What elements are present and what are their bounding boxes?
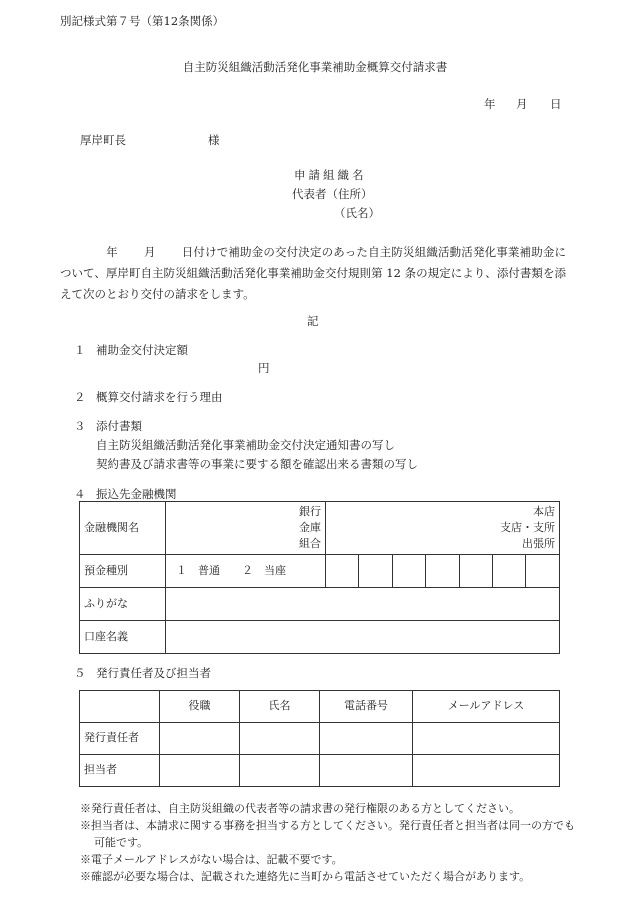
issuer-email-field[interactable] [413,723,560,755]
bank-table [79,501,560,654]
applicant-rep-name: （氏名） [334,206,380,220]
bank-type-1: 銀行 [299,505,321,518]
item-3-doc-1: 自主防災組織活動活発化事業補助金交付決定通知書の写し [96,438,395,452]
item-3-label: 添付書類 [96,419,142,433]
branch-type-1: 本店 [533,505,555,518]
contact-header-name: 氏名 [240,691,320,723]
branch-type-3: 出張所 [522,537,555,550]
account-digit-6[interactable] [493,555,526,588]
account-digit-3[interactable] [392,555,425,588]
item-4-num: ４ [74,487,86,501]
bank-inst-label: 金融機関名 [80,502,166,555]
note-2: ※担当者は、本請求に関する事務を担当する方としてください。発行責任者と担当者は同一の方でも可能です。 [80,819,575,849]
item-1-num: １ [74,343,86,357]
item-2-label: 概算交付請求を行う理由 [96,390,223,404]
body-year: 年 [106,245,118,259]
contact-table [79,690,560,787]
ki-mark: 記 [307,314,319,328]
contact-header-blank [80,691,160,723]
body-text: 日付けで補助金の交付決定のあった自主防災組織活動活発化事業補助金について、厚岸町自主防災組織活動活発化事業補助金交付規則第 12 条の規定により、添付書類を添えて次のとおり交付の請求をします。 [60,245,567,301]
addressee-honorific: 様 [208,133,220,147]
bank-type-2: 金庫 [299,521,321,534]
branch-name-cell[interactable] [326,502,560,555]
applicant-org: 申請組織名 [294,168,367,182]
staff-phone-field[interactable] [320,755,413,787]
contact-header-email: メールアドレス [413,691,560,723]
note-1: ※発行責任者は、自主防災組織の代表者等の請求書の発行権限のある方としてください。 [80,802,520,815]
issuer-phone-field[interactable] [320,723,413,755]
issuer-position-field[interactable] [160,723,240,755]
deposit-type-options[interactable]: １ 普通 ２ 当座 [166,555,326,588]
addressee-name: 厚岸町長 [80,133,126,147]
note-3: ※電子メールアドレスがない場合は、記載不要です。 [80,853,343,866]
note-4: ※確認が必要な場合は、記載された連絡先に当町から電話させていただく場合があります。 [80,870,531,883]
bank-name-cell[interactable] [166,502,326,555]
account-holder-label: 口座名義 [80,621,166,654]
item-2-num: ２ [74,390,86,404]
account-digit-5[interactable] [459,555,492,588]
applicant-rep-address: 代表者（住所） [292,187,373,201]
account-digit-7[interactable] [526,555,560,588]
account-digit-1[interactable] [326,555,359,588]
branch-type-2: 支店・支所 [500,521,555,534]
item-4-label: 振込先金融機関 [96,487,177,501]
contact-header-position: 役職 [160,691,240,723]
document-title: 自主防災組織活動活発化事業補助金概算交付請求書 [182,60,448,74]
bank-type-3: 組合 [299,537,321,550]
issuer-name-field[interactable] [240,723,320,755]
account-digit-4[interactable] [426,555,459,588]
contact-row-label-issuer: 発行責任者 [80,723,160,755]
item-5-num: ５ [74,666,86,680]
contact-header-phone: 電話番号 [320,691,413,723]
item-3-doc-2: 契約書及び請求書等の事業に要する額を確認出来る書類の写し [96,457,418,471]
item-1-unit: 円 [258,361,270,375]
body-paragraph [60,242,566,305]
staff-name-field[interactable] [240,755,320,787]
body-month: 月 [143,245,156,259]
account-holder-field[interactable] [166,621,560,654]
account-digit-2[interactable] [359,555,392,588]
form-label: 別記様式第７号（第12条関係） [60,14,225,28]
date-day: 日 [550,97,562,111]
deposit-type-label: 預金種別 [80,555,166,588]
furigana-label: ふりがな [80,588,166,621]
date-month: 月 [516,97,528,111]
item-5-label: 発行責任者及び担当者 [96,666,211,680]
item-3-num: ３ [74,419,86,433]
furigana-field[interactable] [166,588,560,621]
date-year: 年 [484,97,496,111]
item-1-label: 補助金交付決定額 [96,343,188,357]
staff-position-field[interactable] [160,755,240,787]
contact-row-label-staff: 担当者 [80,755,160,787]
staff-email-field[interactable] [413,755,560,787]
